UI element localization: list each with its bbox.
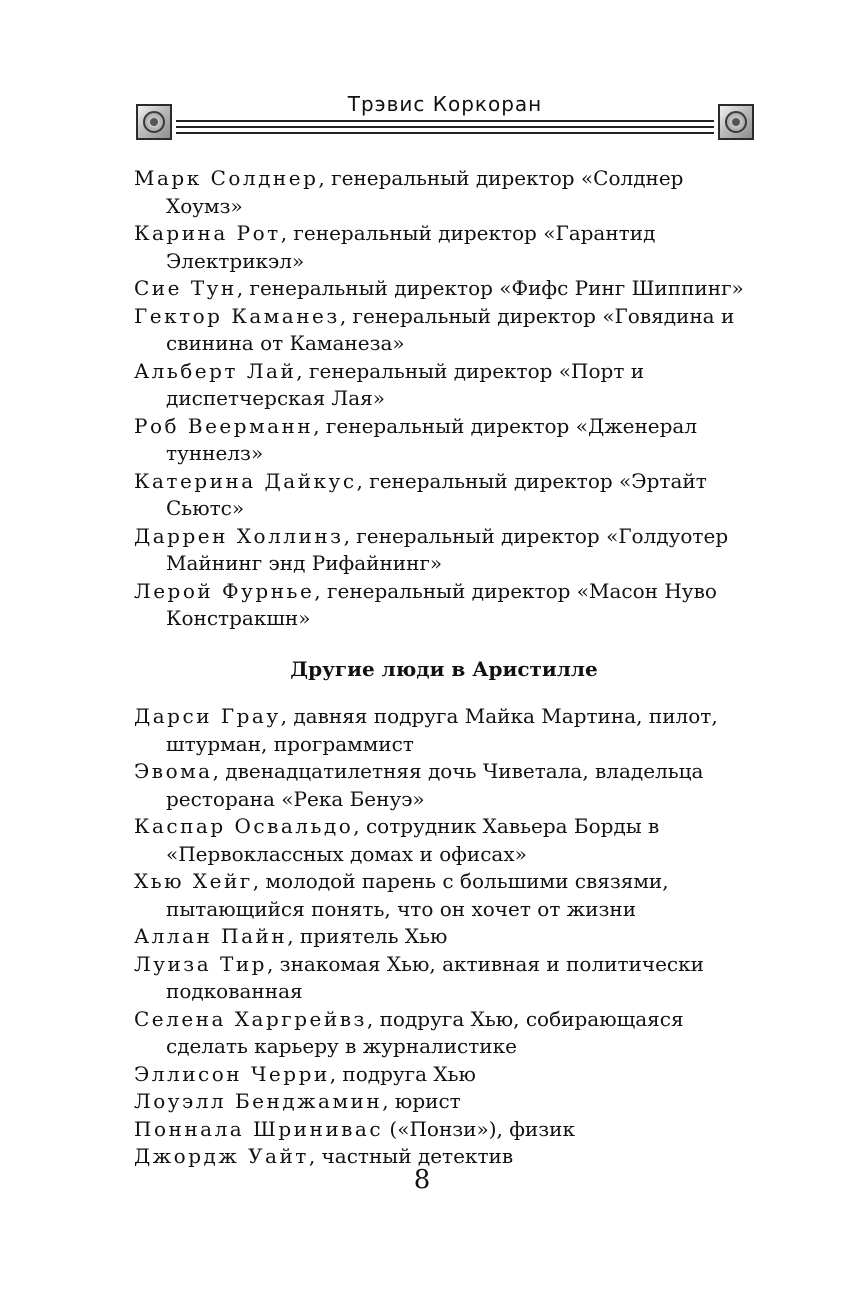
person-description: , генеральный директор «Гарантид Электрикэл» — [166, 221, 656, 273]
list-item — [134, 1061, 754, 1089]
person-description: , генеральный директор «Дженерал туннелз» — [166, 413, 698, 465]
list-item — [134, 468, 754, 523]
person-description: , генеральный директор «Фифс Ринг Шиппинг» — [236, 276, 744, 300]
person-name: Альберт Лай — [134, 358, 297, 383]
person-name: Карина Рот — [134, 221, 281, 245]
list-item — [134, 1116, 754, 1144]
person-name: Эвома — [134, 759, 213, 783]
header-title: Трэвис Коркоран — [347, 92, 543, 116]
person-description: («Понзи»), физик — [383, 1116, 575, 1141]
person-name: Аллан Пайн — [134, 924, 288, 948]
list-item — [134, 1006, 754, 1061]
person-name: Сие Тун — [134, 276, 237, 300]
person-description: , знакомая Хью, активная и политически подкованная — [166, 951, 704, 1003]
entries-top-list — [134, 165, 754, 633]
person-name: Джордж Уайт — [134, 1144, 309, 1168]
person-description: , генеральный директор «Порт и диспетчерская Лая» — [166, 358, 645, 410]
person-name: Марк Солднер — [134, 166, 319, 190]
person-name: Роб Веерманн — [134, 413, 314, 438]
page-body — [134, 165, 754, 1171]
person-name: Хью Хейг — [134, 869, 253, 893]
list-item — [134, 923, 754, 951]
person-description: , генеральный директор «Говядина и свинина от Каманеза» — [166, 303, 735, 355]
person-name: Эллисон Черри — [134, 1061, 330, 1086]
list-item — [134, 303, 754, 358]
person-description: , давняя подруга Майка Мартина, пилот, штурман, программист — [166, 704, 718, 756]
person-description: , приятель Хью — [287, 924, 448, 948]
list-item — [134, 813, 754, 868]
person-name: Селена Харгрейвз — [134, 1006, 367, 1031]
person-name: Даррен Холлинз — [134, 523, 344, 548]
person-description: , генеральный директор «Масон Нуво Констракшн» — [166, 578, 717, 630]
list-item — [134, 1088, 754, 1116]
page-number: 8 — [413, 1165, 431, 1195]
person-description: , сотрудник Хавьера Борды в «Первоклассных домах и офисах» — [166, 814, 660, 866]
list-item — [134, 868, 754, 923]
list-item — [134, 275, 754, 303]
person-description: , генеральный директор «Солднер Хоумз» — [166, 166, 684, 218]
person-description: , генеральный директор «Эртайт Сьютс» — [166, 468, 707, 520]
section-title: Другие люди в Аристилле — [290, 656, 598, 681]
person-name: Гектор Каманез — [134, 303, 340, 328]
person-description: , подруга Хью, собирающаяся сделать карьеру в журналистике — [166, 1006, 684, 1058]
list-item — [134, 165, 754, 220]
person-name: Лоуэлл Бенджамин — [134, 1089, 383, 1113]
person-description: , двенадцатилетняя дочь Чиветала, владельца ресторана «Река Бенуэ» — [166, 759, 704, 811]
list-item — [134, 703, 754, 758]
list-item — [134, 358, 754, 413]
list-item — [134, 523, 754, 578]
person-description: , юрист — [382, 1089, 461, 1113]
list-item — [134, 413, 754, 468]
person-name: Дарси Грау — [134, 704, 281, 728]
person-description: , подруга Хью — [329, 1061, 476, 1086]
header-rule — [176, 126, 714, 128]
person-name: Катерина Дайкус — [134, 468, 357, 493]
ornament-right-icon — [718, 104, 754, 140]
header-rule — [176, 120, 714, 122]
person-name: Лерой Фурнье — [134, 578, 315, 603]
person-name: Поннала Шринивас — [134, 1116, 384, 1141]
person-description: , частный детектив — [308, 1144, 514, 1168]
person-description: , генеральный директор «Голдуотер Майнинг энд Рифайнинг» — [166, 523, 729, 575]
list-item — [134, 578, 754, 633]
person-description: , молодой парень с большими связями, пытающийся понять, что он хочет от жизни — [166, 869, 669, 921]
list-item — [134, 951, 754, 1006]
running-header — [136, 92, 754, 146]
list-item — [134, 220, 754, 275]
person-name: Каспар Освальдо — [134, 814, 354, 838]
header-rule — [176, 132, 714, 134]
entries-bottom-list — [134, 703, 754, 1171]
person-name: Луиза Тир — [134, 951, 267, 976]
list-item — [134, 758, 754, 813]
